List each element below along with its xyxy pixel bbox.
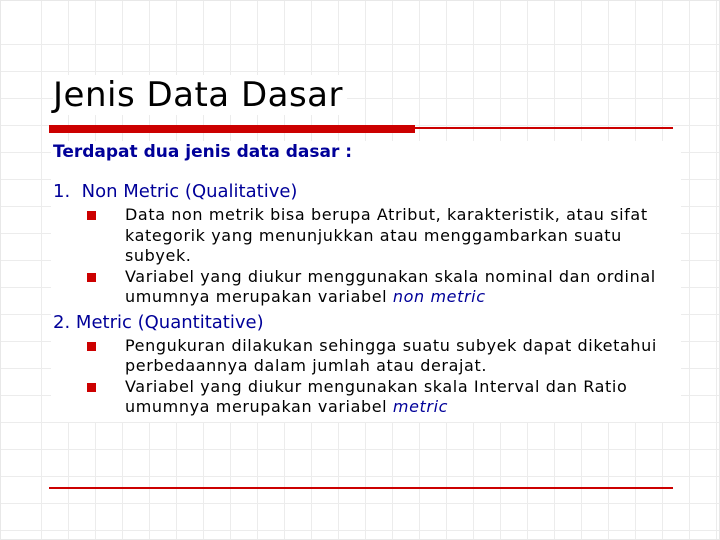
section-heading-metric bbox=[53, 312, 681, 334]
title-underline-thin bbox=[415, 127, 673, 129]
section-number: 1. bbox=[53, 181, 71, 202]
bullet-text: Variabel yang diukur mengunakan skala Interval dan Ratio umumnya merupakan variabel bbox=[125, 376, 628, 416]
footer-rule bbox=[49, 487, 673, 489]
slide-canvas bbox=[1, 1, 719, 539]
bullet-list-metric bbox=[51, 336, 681, 418]
section-heading-text: Non Metric (Qualitative) bbox=[81, 181, 298, 202]
bullet-emphasis: metric bbox=[392, 397, 449, 416]
section-heading-text: Metric (Quantitative) bbox=[75, 311, 264, 333]
list-item bbox=[51, 205, 681, 267]
list-item bbox=[51, 377, 681, 418]
bullet-text: Pengukuran dilakukan sehingga suatu subyek dapat diketahui perbedaannya dalam jumlah atau derajat. bbox=[125, 335, 657, 375]
bullet-text: Data non metrik bisa berupa Atribut, karakteristik, atau sifat kategorik yang menunjukkan atau menggambarkan suatu subyek. bbox=[125, 205, 648, 265]
list-item bbox=[51, 267, 681, 308]
section-number: 2. bbox=[53, 311, 71, 333]
bullet-emphasis: non metric bbox=[392, 287, 486, 306]
slide-content bbox=[51, 141, 681, 422]
slide-subtitle: Terdapat dua jenis data dasar : bbox=[53, 142, 353, 162]
square-bullet-icon bbox=[87, 342, 96, 351]
square-bullet-icon bbox=[87, 383, 96, 392]
title-underline-thick bbox=[49, 125, 415, 133]
list-item bbox=[51, 336, 681, 377]
slide-title: Jenis Data Dasar bbox=[53, 75, 347, 115]
square-bullet-icon bbox=[87, 273, 96, 282]
bullet-text: Variabel yang diukur menggunakan skala nominal dan ordinal umumnya merupakan variabel bbox=[125, 266, 656, 306]
section-heading-non-metric bbox=[53, 181, 681, 203]
square-bullet-icon bbox=[87, 211, 96, 220]
bullet-list-non-metric bbox=[51, 205, 681, 308]
